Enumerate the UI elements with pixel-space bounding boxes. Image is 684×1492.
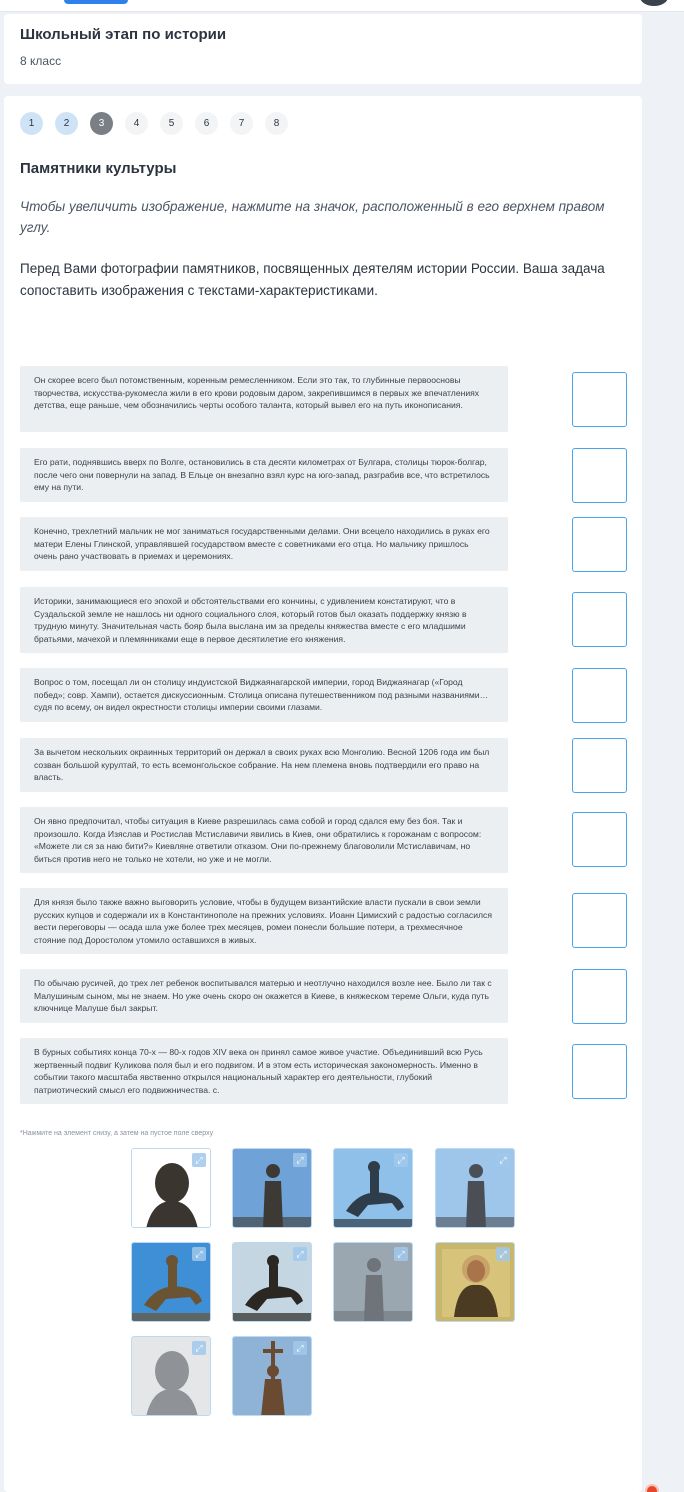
text-card: По обычаю русичей, до трех лет ребенок воспитывался матерью и неотлучно находился возле нее. Было ли так с Малушиным сыном, мы не знаем. Но уже очень скоро он окажется в Киеве, в княжеском тереме Ольги, куда путь ключнице Малуше был закрыт. bbox=[20, 969, 508, 1023]
text-card: Конечно, трехлетний мальчик не мог заниматься государственными делами. Они всецело находились в руках его матери Елены Глинской, управлявшей государством вместе с советниками его отца. Но мальчику пришлось очень рано участвовать в приемах и церемониях. bbox=[20, 517, 508, 571]
expand-icon[interactable]: ⤢ bbox=[394, 1247, 408, 1261]
question-hint: Чтобы увеличить изображение, нажмите на значок, расположенный в его верхнем правом углу. bbox=[20, 199, 605, 235]
text-card: Его рати, поднявшись вверх по Волге, остановились в ста десяти километрах от Булгара, столицы тюрок-болгар, после чего они повернули на запад. В Ельце он внезапно взял курс на юго-запад, разграбив все, что встретилось ему на пути. bbox=[20, 448, 508, 502]
footnote: *Нажмите на элемент снизу, а затем на пустое поле сверху bbox=[20, 1130, 214, 1137]
pager-item-7[interactable]: 7 bbox=[230, 112, 253, 135]
pager-item-2[interactable]: 2 bbox=[55, 112, 78, 135]
answer-drop-box[interactable] bbox=[572, 517, 627, 572]
question-card bbox=[4, 96, 642, 1492]
pager-item-8[interactable]: 8 bbox=[265, 112, 288, 135]
expand-icon[interactable]: ⤢ bbox=[293, 1341, 307, 1355]
text-card: В бурных событиях конца 70-х — 80-х годов XIV века он принял самое живое участие. Объединивший всю Русь жертвенный подвиг Куликова поля был и его подвигом. И в этом есть историческая закономерность. Именно в событии такого масштаба явственно открылся национальный характер его деятельности, глубокий патриотический смысл его подвижничества. с. bbox=[20, 1038, 508, 1104]
text-card: За вычетом нескольких окраинных территорий он держал в своих руках всю Монголию. Весной 1206 года им был созван большой курултай, то есть всемонгольское собрание. На нем племена вновь подтвердили его право на власть. bbox=[20, 738, 508, 792]
text-card: Он явно предпочитал, чтобы ситуация в Киеве разрешилась сама собой и город сдался ему без боя. Так и произошло. Когда Изяслав и Ростислав Мстиславичи явились в Киев, они обратились к горожанам с вопросом: «Можете ли ся за наю бити?» Киевляне ответили отказом. Они по-прежнему благоволили Мстиславичам, но биться против него не только не хотели, но уже и не могли. bbox=[20, 807, 508, 873]
monument-image-9[interactable] bbox=[131, 1336, 211, 1416]
pager-item-5[interactable]: 5 bbox=[160, 112, 183, 135]
monument-image-4[interactable] bbox=[435, 1148, 515, 1228]
answer-drop-box[interactable] bbox=[572, 738, 627, 793]
bottom-hint bbox=[20, 1486, 220, 1492]
answer-drop-box[interactable] bbox=[572, 1044, 627, 1099]
monument-image-8[interactable] bbox=[435, 1242, 515, 1322]
question-title: Памятники культуры bbox=[20, 160, 177, 177]
answer-drop-box[interactable] bbox=[572, 812, 627, 867]
expand-icon[interactable]: ⤢ bbox=[293, 1153, 307, 1167]
pager-item-4[interactable]: 4 bbox=[125, 112, 148, 135]
answer-drop-box[interactable] bbox=[572, 969, 627, 1024]
text-card: Он скорее всего был потомственным, коренным ремесленником. Если это так, то глубинные первоосновы творчества, искусства-рукомесла жили в его крови родовым даром, закрепившимся в первых же впечатлениях детства, еще раньше, чем обозначились черты особого таланта, который вывел его на путь иконописания. bbox=[20, 366, 508, 432]
monument-image-7[interactable] bbox=[333, 1242, 413, 1322]
expand-icon[interactable]: ⤢ bbox=[192, 1153, 206, 1167]
monument-image-2[interactable] bbox=[232, 1148, 312, 1228]
monument-image-1[interactable] bbox=[131, 1148, 211, 1228]
monument-image-5[interactable] bbox=[131, 1242, 211, 1322]
monument-image-3[interactable] bbox=[333, 1148, 413, 1228]
grade-label: 8 класс bbox=[20, 54, 62, 68]
answer-drop-box[interactable] bbox=[572, 668, 627, 723]
answer-drop-box[interactable] bbox=[572, 893, 627, 948]
monument-image-6[interactable] bbox=[232, 1242, 312, 1322]
pager-item-3[interactable]: 3 bbox=[90, 112, 113, 135]
question-task: Перед Вами фотографии памятников, посвященных деятелям истории России. Ваша задача сопоставить изображения с текстами-характеристиками. bbox=[20, 261, 605, 298]
pager-item-1[interactable]: 1 bbox=[20, 112, 43, 135]
header-card bbox=[4, 14, 642, 84]
expand-icon[interactable]: ⤢ bbox=[496, 1247, 510, 1261]
text-card: Для князя было также важно выговорить условие, чтобы в будущем византийские власти пускали в свои земли русских купцов и содержали их в Константинополе на прежних условиях. Иоанн Цимисхий с радостью согласился вести переговоры — осада шла уже более трех месяцев, ромеи понесли большие потери, а трехмесячное стояние под Доростолом утомило оставшихся в живых. bbox=[20, 888, 508, 954]
expand-icon[interactable]: ⤢ bbox=[394, 1153, 408, 1167]
text-card: Вопрос о том, посещал ли он столицу индуистской Виджаянагарской империи, город Виджаянагар («Город побед»; совр. Хампи), остается дискуссионным. Столица описана путешественником под разными названиями… судя по всему, он видел окрестности столицы империи своими глазами. bbox=[20, 668, 508, 722]
answer-drop-box[interactable] bbox=[572, 592, 627, 647]
expand-icon[interactable]: ⤢ bbox=[192, 1247, 206, 1261]
monument-image-10[interactable] bbox=[232, 1336, 312, 1416]
right-gutter bbox=[642, 12, 684, 1492]
question-pager bbox=[20, 112, 288, 135]
answer-drop-box[interactable] bbox=[572, 448, 627, 503]
text-card: Историки, занимающиеся его эпохой и обстоятельствами его кончины, с удивлением констатируют, что в Суздальской земле не нашлось ни одного социального слоя, который готов был оказать поддержку князю в трудную минуту. Значительная часть бояр была выслана им за пределы княжества вместе с его младшими братьями, мачехой и племянниками еще в первое десятилетие его княжения. bbox=[20, 587, 508, 653]
pager-item-6[interactable]: 6 bbox=[195, 112, 218, 135]
expand-icon[interactable]: ⤢ bbox=[293, 1247, 307, 1261]
page-title: Школьный этап по истории bbox=[20, 26, 227, 43]
top-button[interactable] bbox=[64, 0, 128, 4]
answer-drop-box[interactable] bbox=[572, 372, 627, 427]
expand-icon[interactable]: ⤢ bbox=[192, 1341, 206, 1355]
expand-icon[interactable]: ⤢ bbox=[496, 1153, 510, 1167]
help-button[interactable] bbox=[645, 1484, 659, 1492]
top-bar bbox=[0, 0, 684, 12]
avatar[interactable] bbox=[640, 0, 668, 6]
